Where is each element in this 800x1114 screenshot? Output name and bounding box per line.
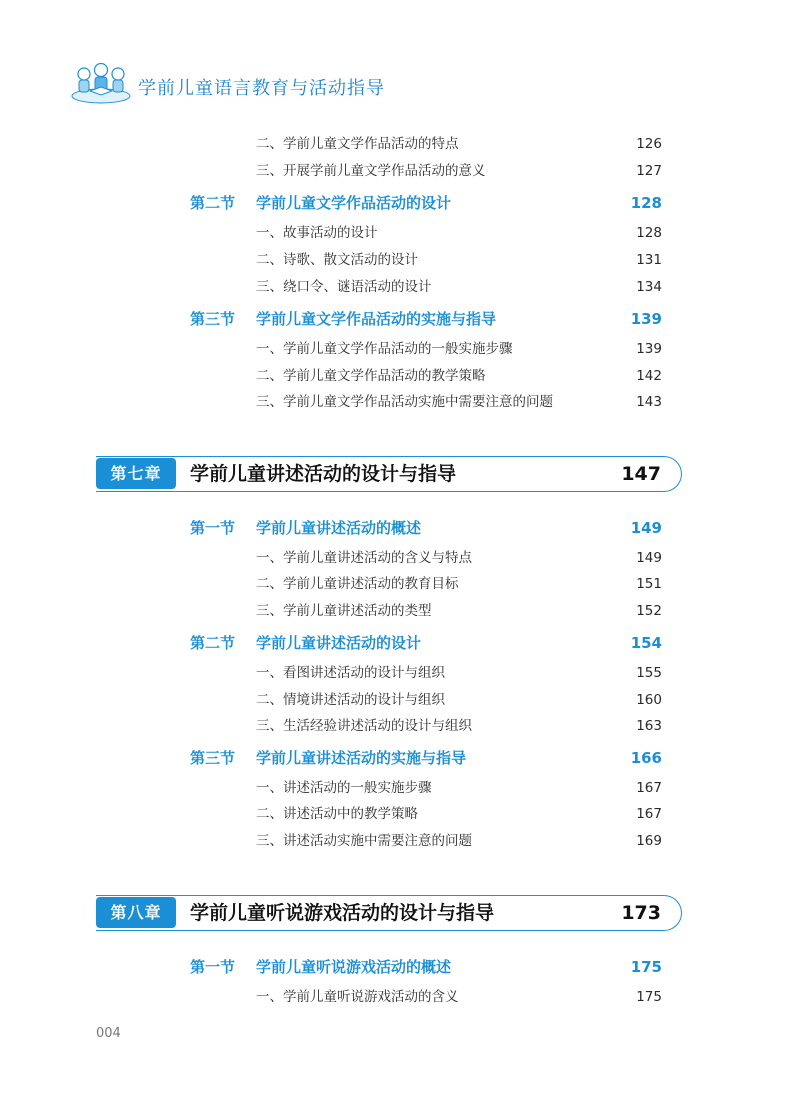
section-title: 学前儿童讲述活动的概述 [256, 519, 422, 537]
section-number: 第三节 [190, 310, 236, 328]
toc-entry [256, 221, 662, 245]
toc-entry-title: 二、学前儿童讲述活动的教育目标 [256, 576, 459, 592]
toc-entry [256, 829, 662, 853]
toc-entry-page: 131 [636, 252, 662, 268]
toc-entry-page: 126 [636, 136, 662, 152]
toc-entry-page: 127 [636, 163, 662, 179]
toc-section [190, 631, 662, 655]
toc-entry [256, 688, 662, 712]
section-title: 学前儿童文学作品活动的设计 [256, 194, 452, 212]
toc-entry-title: 三、讲述活动实施中需要注意的问题 [256, 833, 472, 849]
toc-entry-page: 167 [636, 780, 662, 796]
section-number: 第二节 [190, 634, 236, 652]
toc-entry-page: 128 [636, 225, 662, 241]
toc-entry-page: 134 [636, 279, 662, 295]
section-title: 学前儿童讲述活动的设计 [256, 634, 422, 652]
toc-entry-page: 152 [636, 603, 662, 619]
section-page: 166 [630, 749, 662, 767]
chapter-heading [96, 895, 682, 931]
toc-entry-page: 149 [636, 550, 662, 566]
toc-entry-title: 二、诗歌、散文活动的设计 [256, 252, 418, 268]
toc-entry-page: 155 [636, 665, 662, 681]
toc-entry [256, 802, 662, 826]
toc-entry-title: 三、学前儿童讲述活动的类型 [256, 603, 432, 619]
chapter-badge: 第八章 [96, 897, 176, 928]
toc-entry [256, 776, 662, 800]
toc-entry-title: 三、开展学前儿童文学作品活动的意义 [256, 163, 486, 179]
section-number: 第一节 [190, 519, 236, 537]
toc-entry [256, 599, 662, 623]
toc-entry-page: 169 [636, 833, 662, 849]
toc-entry-title: 二、学前儿童文学作品活动的特点 [256, 136, 459, 152]
toc-entry-page: 151 [636, 576, 662, 592]
book-title: 学前儿童语言教育与活动指导 [138, 78, 385, 99]
toc-section [190, 746, 662, 770]
section-page: 139 [630, 310, 662, 328]
toc-entry [256, 985, 662, 1009]
toc-entry-page: 167 [636, 806, 662, 822]
toc-entry [256, 714, 662, 738]
toc-entry-title: 一、学前儿童讲述活动的含义与特点 [256, 550, 472, 566]
section-title: 学前儿童听说游戏活动的概述 [256, 958, 452, 976]
section-number: 第三节 [190, 749, 236, 767]
toc-entry-title: 二、学前儿童文学作品活动的教学策略 [256, 368, 486, 384]
toc-section [190, 955, 662, 979]
chapter-page: 147 [621, 463, 661, 485]
section-page: 149 [630, 519, 662, 537]
section-page: 128 [630, 194, 662, 212]
toc-entry [256, 572, 662, 596]
toc-entry [256, 661, 662, 685]
toc-entry [256, 337, 662, 361]
chapter-title: 学前儿童听说游戏活动的设计与指导 [190, 902, 495, 924]
toc-entry [256, 132, 662, 156]
toc-entry-title: 三、绕口令、谜语活动的设计 [256, 279, 432, 295]
chapter-title: 学前儿童讲述活动的设计与指导 [190, 463, 457, 485]
toc-entry-page: 160 [636, 692, 662, 708]
toc-section [190, 307, 662, 331]
toc-entry-page: 175 [636, 989, 662, 1005]
section-title: 学前儿童讲述活动的实施与指导 [256, 749, 467, 767]
section-number: 第二节 [190, 194, 236, 212]
toc-entry-title: 二、情境讲述活动的设计与组织 [256, 692, 445, 708]
toc-entry-page: 163 [636, 718, 662, 734]
section-page: 154 [630, 634, 662, 652]
toc-entry [256, 546, 662, 570]
toc-entry-title: 三、学前儿童文学作品活动实施中需要注意的问题 [256, 394, 553, 410]
chapter-badge: 第七章 [96, 458, 176, 489]
toc-entry [256, 364, 662, 388]
toc-entry-page: 143 [636, 394, 662, 410]
toc-entry-title: 三、生活经验讲述活动的设计与组织 [256, 718, 472, 734]
toc-entry [256, 275, 662, 299]
chapter-heading [96, 456, 682, 492]
toc-entry-title: 一、看图讲述活动的设计与组织 [256, 665, 445, 681]
toc-entry-title: 一、讲述活动的一般实施步骤 [256, 780, 432, 796]
section-page: 175 [630, 958, 662, 976]
page-number: 004 [96, 1026, 121, 1041]
chapter-page: 173 [621, 902, 661, 924]
toc-section [190, 191, 662, 215]
toc-entry-page: 142 [636, 368, 662, 384]
toc-entry-title: 一、学前儿童文学作品活动的一般实施步骤 [256, 341, 513, 357]
toc-entry-title: 二、讲述活动中的教学策略 [256, 806, 418, 822]
toc-entry [256, 390, 662, 414]
children-reading-logo-icon [70, 58, 132, 104]
page-header [70, 58, 470, 108]
toc-entry [256, 248, 662, 272]
toc-entry [256, 159, 662, 183]
section-number: 第一节 [190, 958, 236, 976]
section-title: 学前儿童文学作品活动的实施与指导 [256, 310, 497, 328]
toc-section [190, 516, 662, 540]
toc-entry-title: 一、学前儿童听说游戏活动的含义 [256, 989, 459, 1005]
toc-entry-title: 一、故事活动的设计 [256, 225, 378, 241]
toc-entry-page: 139 [636, 341, 662, 357]
